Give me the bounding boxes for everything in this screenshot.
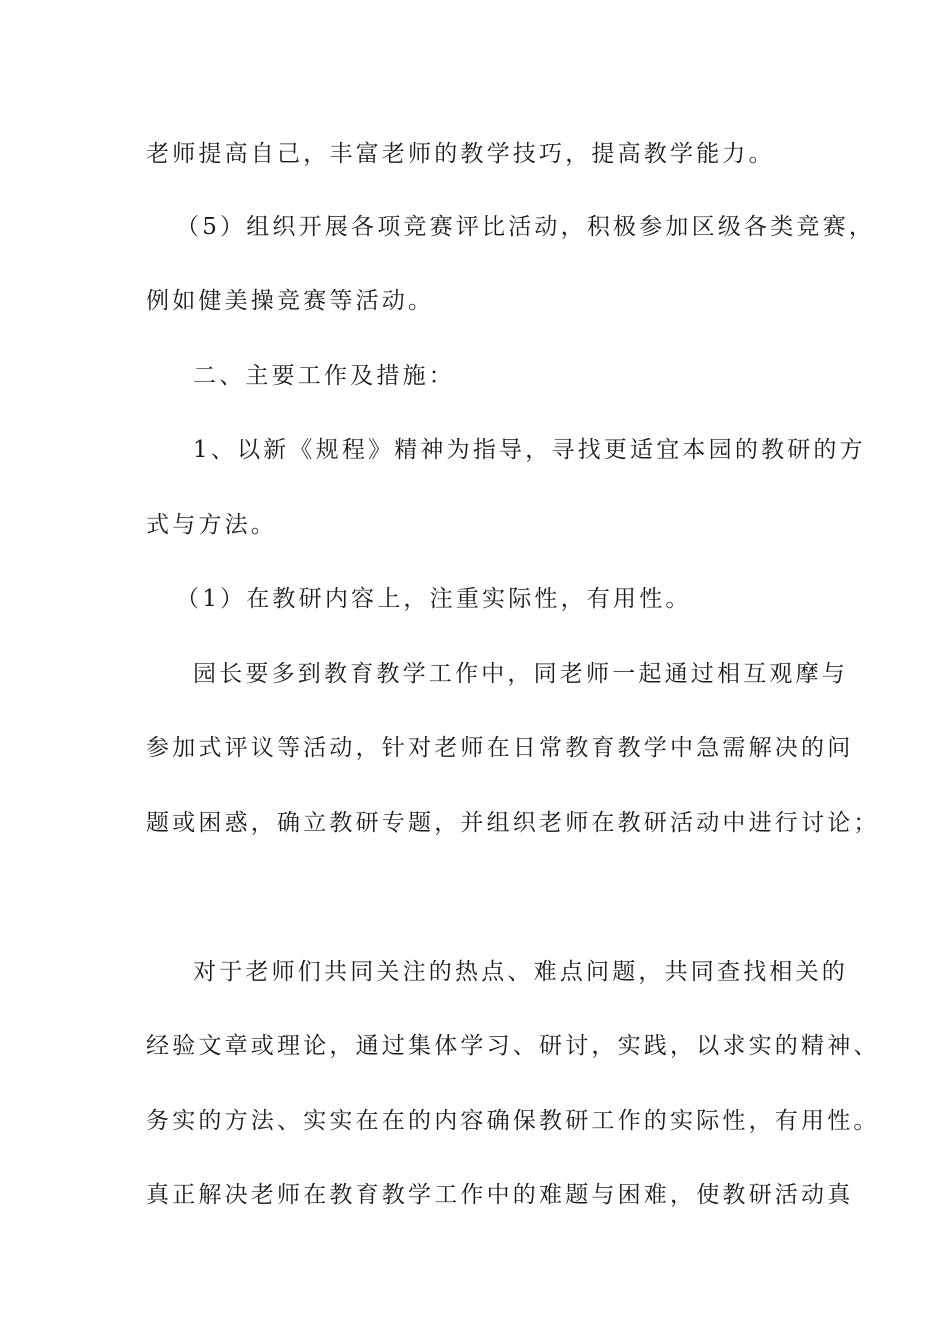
text-line: （5）组织开展各项竞赛评比活动，积极参加区级各类竞赛， (176, 214, 876, 240)
text-line: 对于老师们共同关注的热点、难点问题，共同查找相关的 (193, 959, 848, 985)
text-line: 例如健美操竞赛等活动。 (146, 288, 435, 314)
text-line: 园长要多到教育教学工作中，同老师一起通过相互观摩与 (193, 661, 848, 687)
section-heading: 二、主要工作及措施： (193, 363, 455, 389)
text-line: （1）在教研内容上，注重实际性，有用性。 (176, 586, 692, 612)
text-line: 参加式评议等活动，针对老师在日常教育教学中急需解决的问 (146, 735, 854, 761)
text-line: 务实的方法、实实在在的内容确保教研工作的实际性，有用性。 (146, 1108, 880, 1134)
text-line: 式与方法。 (146, 512, 277, 538)
text-line: 老师提高自己，丰富老师的教学技巧，提高教学能力。 (146, 141, 775, 167)
text-line: 1、以新《规程》精神为指导，寻找更适宜本园的教研的方 (193, 437, 866, 463)
text-line: 经验文章或理论，通过集体学习、研讨，实践，以求实的精神、 (146, 1033, 880, 1059)
text-line: 题或困惑，确立教研专题，并组织老师在教研活动中进行讨论； (146, 810, 880, 836)
text-line: 真正解决老师在教育教学工作中的难题与困难，使教研活动真 (146, 1182, 854, 1208)
